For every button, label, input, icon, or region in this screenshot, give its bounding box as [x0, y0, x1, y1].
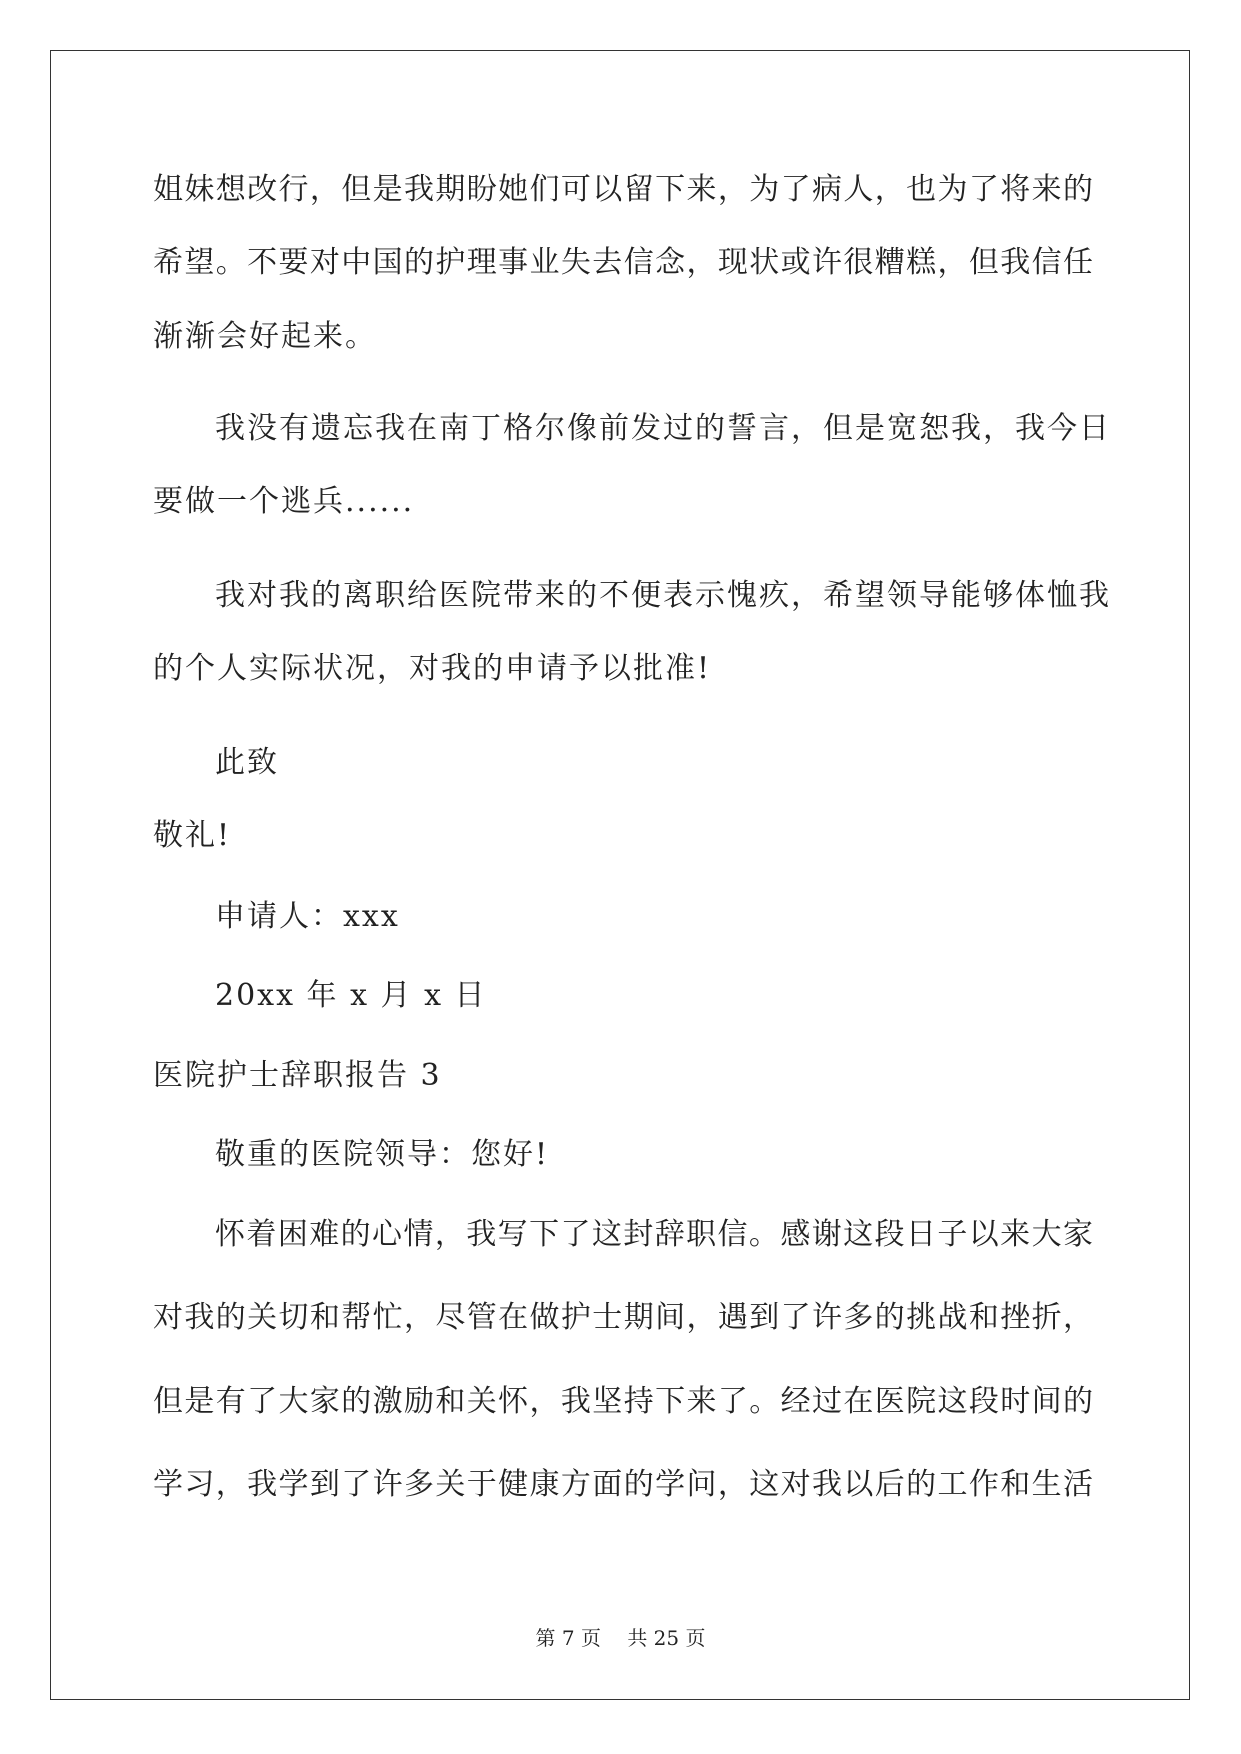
body-line-4: 我没有遗忘我在南丁格尔像前发过的誓言，但是宽恕我，我今日: [215, 411, 1111, 446]
page-border: [50, 50, 1190, 1700]
date-line: 20xx 年 x 月 x 日: [215, 978, 487, 1013]
body-line-2: 希望。不要对中国的护理事业失去信念，现状或许很糟糕，但我信任: [153, 245, 1093, 280]
body-line-5: 要做一个逃兵......: [153, 484, 415, 519]
body-line-9: 对我的关切和帮忙，尽管在做护士期间，遇到了许多的挑战和挫折，: [153, 1300, 1093, 1335]
page-number: 第 7 页: [535, 1626, 601, 1650]
body-line-10: 但是有了大家的激励和关怀，我坚持下来了。经过在医院这段时间的: [153, 1384, 1093, 1419]
closing-regards: 敬礼!: [153, 818, 232, 853]
closing-salutation: 此致: [215, 745, 279, 780]
body-line-1: 姐妹想改行，但是我期盼她们可以留下来，为了病人，也为了将来的: [153, 172, 1093, 207]
applicant-line: 申请人：xxx: [215, 899, 400, 934]
page-total: 共 25 页: [627, 1626, 706, 1650]
greeting-line: 敬重的医院领导：您好!: [215, 1137, 550, 1172]
body-line-11: 学习，我学到了许多关于健康方面的学问，这对我以后的工作和生活: [153, 1467, 1093, 1502]
body-line-8: 怀着困难的心情，我写下了这封辞职信。感谢这段日子以来大家: [215, 1217, 1093, 1252]
page-footer: [0, 1622, 1241, 1651]
body-line-6: 我对我的离职给医院带来的不便表示愧疚，希望领导能够体恤我: [215, 578, 1111, 613]
body-line-3: 渐渐会好起来。: [153, 319, 377, 354]
body-line-7: 的个人实际状况，对我的申请予以批准!: [153, 651, 712, 686]
section-title: 医院护士辞职报告 3: [153, 1058, 442, 1093]
